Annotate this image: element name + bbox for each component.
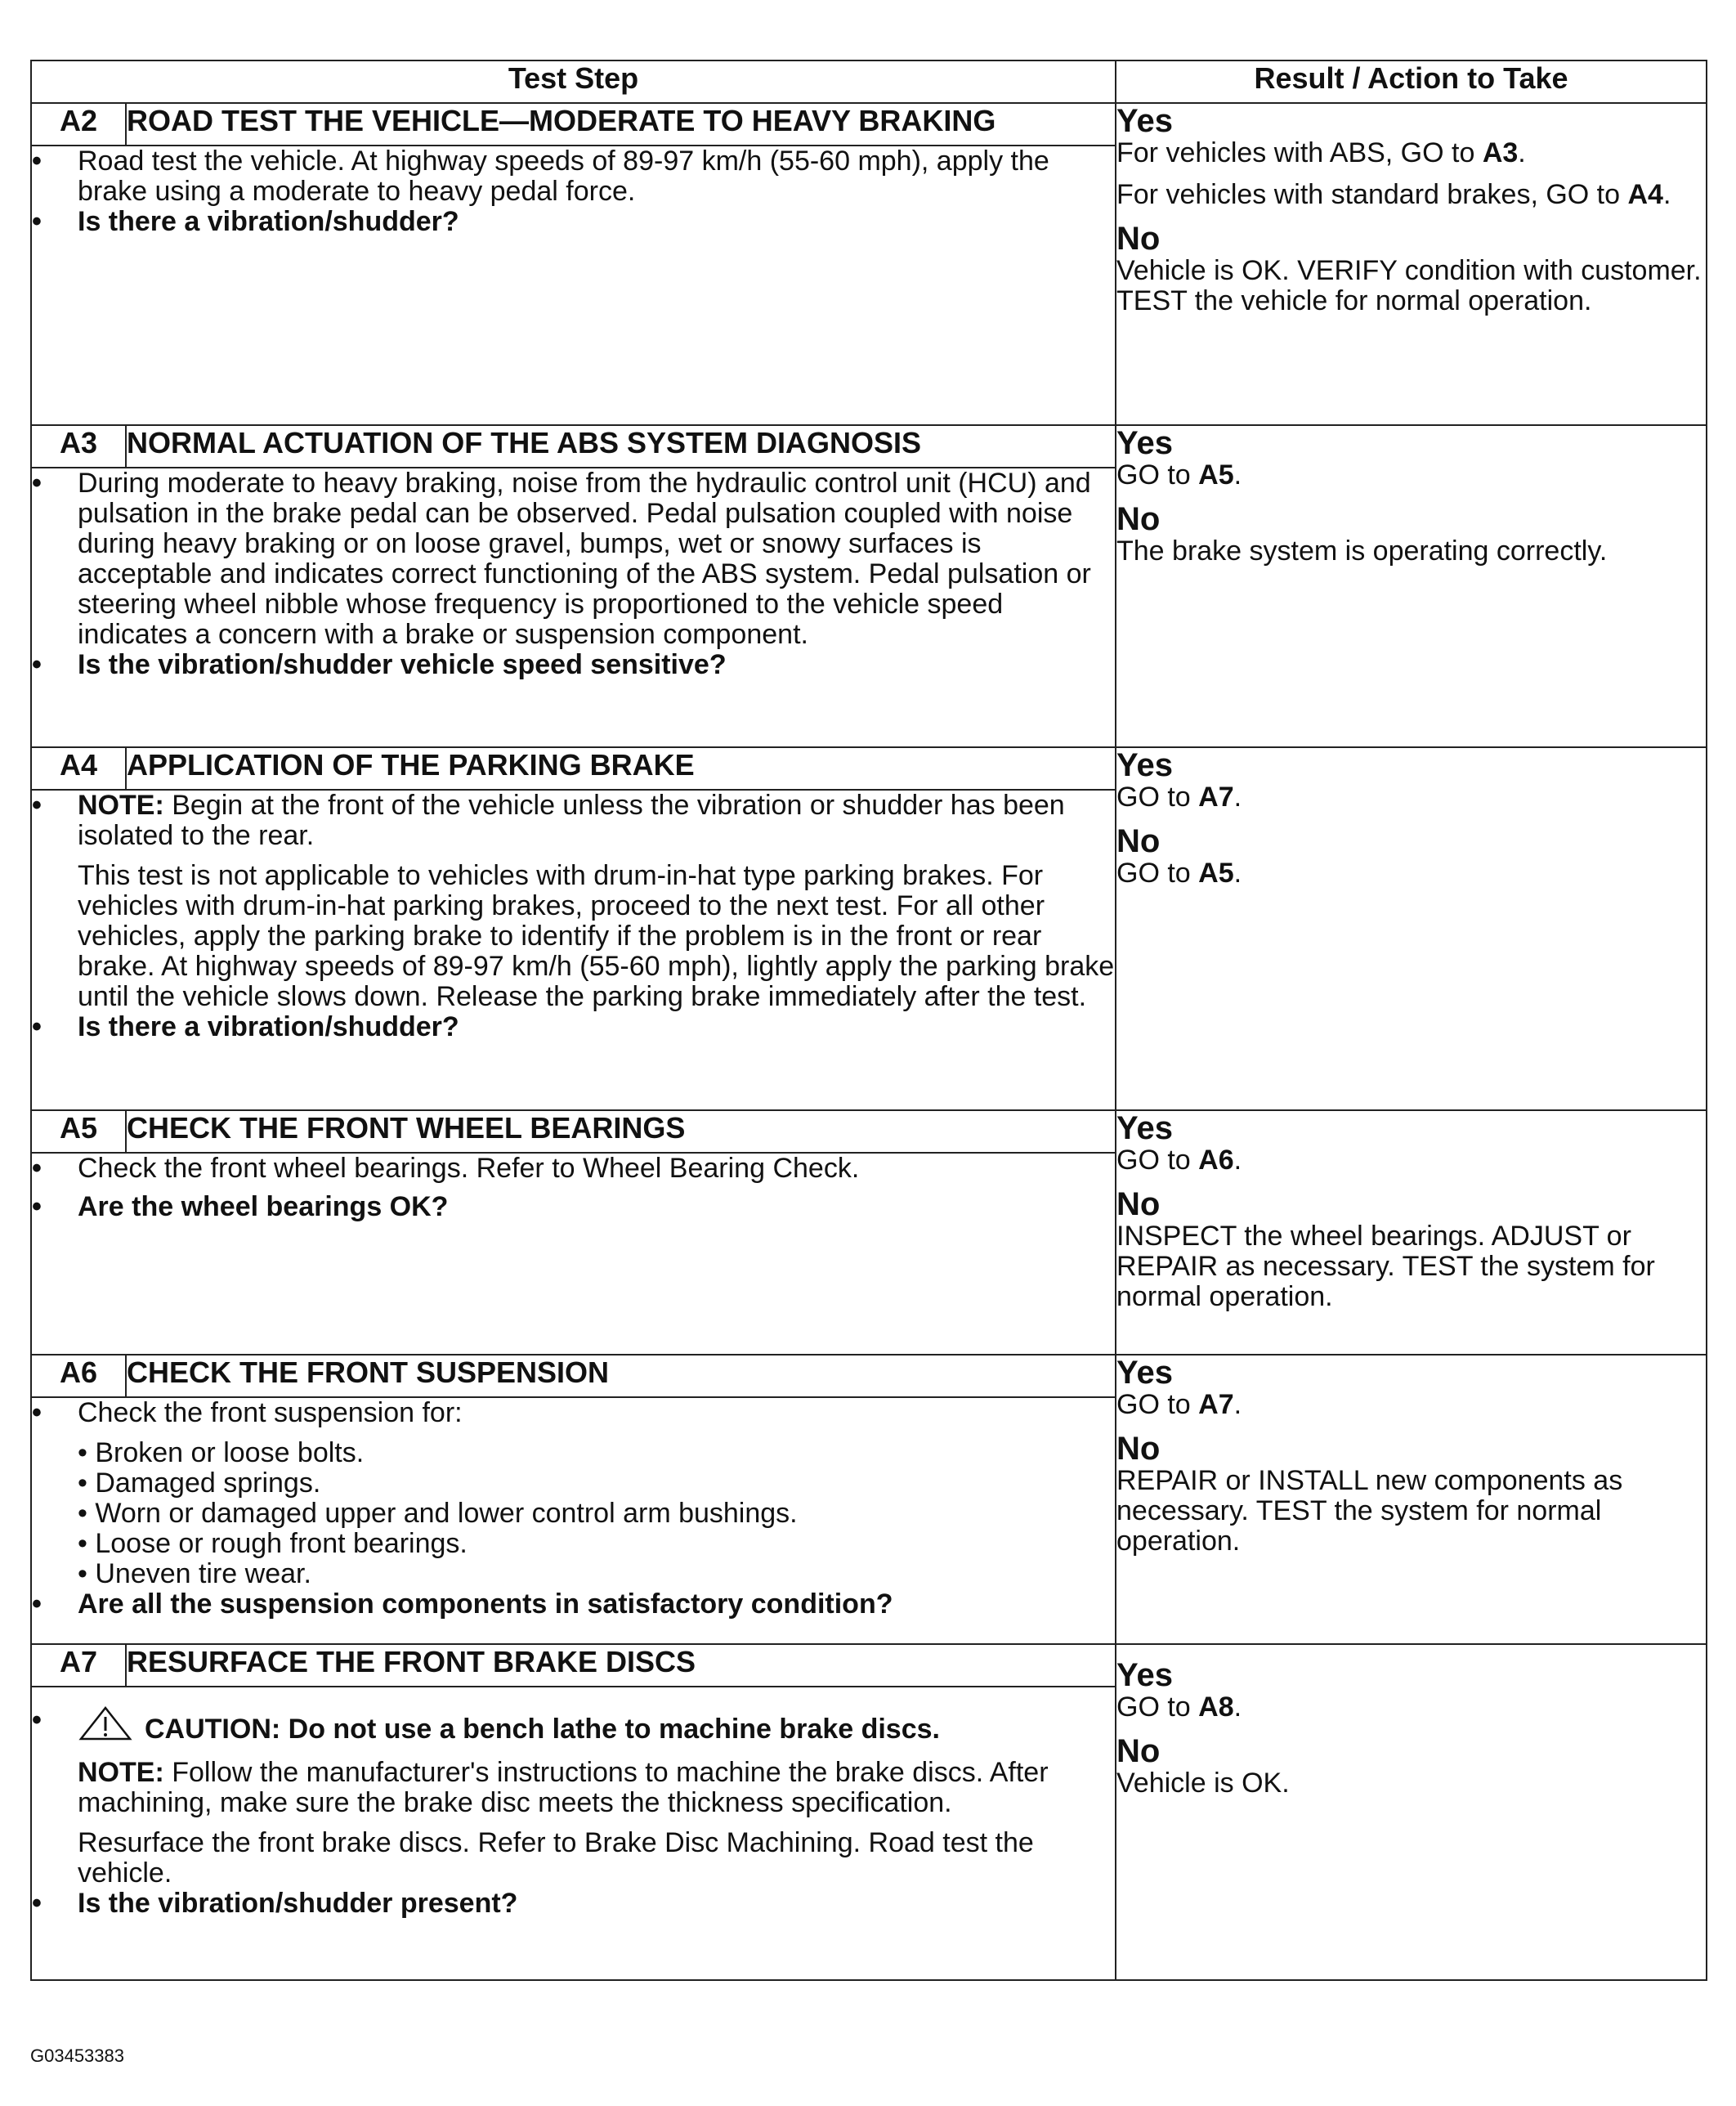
header-test-step: Test Step (31, 60, 1116, 103)
step-id: A2 (31, 103, 126, 146)
step-a7-body (31, 1687, 1116, 1980)
no-label: No (1116, 501, 1161, 537)
step-reference: A8 (1198, 1692, 1234, 1723)
step-title: RESURFACE THE FRONT BRAKE DISCS (126, 1644, 1116, 1687)
header-result-action: Result / Action to Take (1116, 60, 1707, 103)
figure-id: G03453383 (30, 2046, 124, 2066)
sub-list-item: • Loose or rough front bearings. (78, 1528, 468, 1559)
step-a6-body (31, 1397, 1116, 1644)
caution-item: • CAUTION: Do not use a bench lathe to machine brake discs. (32, 1705, 1115, 1748)
paragraph: Resurface the front brake discs. Refer to Brake Disc Machining. Road test the vehicle. (78, 1827, 1034, 1889)
sub-list (32, 1438, 1115, 1589)
caution-text: CAUTION: Do not use a bench lathe to machine brake discs. (145, 1714, 940, 1745)
yes-action: GO to A5. (1116, 459, 1242, 491)
step-a7-title-row (31, 1644, 1707, 1687)
yes-label: Yes (1116, 103, 1173, 139)
question-item: • Are all the suspension components in satisfactory condition? (32, 1588, 893, 1620)
bullet-item: • Check the front suspension for: (32, 1397, 463, 1428)
note-label: NOTE: (78, 1757, 164, 1788)
step-id: A7 (31, 1644, 126, 1687)
no-label: No (1116, 823, 1161, 859)
step-title: CHECK THE FRONT WHEEL BEARINGS (126, 1110, 1116, 1153)
yes-action: GO to A8. (1116, 1692, 1242, 1723)
step-a3-result (1116, 425, 1707, 747)
step-a2-title-row (31, 103, 1707, 146)
bullet-item: • Check the front wheel bearings. Refer to Wheel Bearing Check. (32, 1153, 860, 1184)
no-action: REPAIR or INSTALL new components as necessary. TEST the system for normal operation. (1116, 1465, 1623, 1557)
question-item: • Are the wheel bearings OK? (32, 1191, 449, 1222)
no-label: No (1116, 1431, 1161, 1467)
step-id: A4 (31, 747, 126, 790)
bullet-item: • During moderate to heavy braking, noise from the hydraulic control unit (HCU) and pulsation in the brake pedal can be observed. Pedal pulsation coupled with noise during heavy braking or on loose gravel, bumps, wet or snowy surfaces is acceptable and indicates correct functioning of the ABS system. Pedal pulsation or steering wheel nibble whose frequency is proportioned to the vehicle speed indicates a concern with a brake or suspension component. (32, 468, 1091, 650)
no-label: No (1116, 1733, 1161, 1769)
yes-action: GO to A7. (1116, 782, 1242, 813)
yes-action: For vehicles with ABS, GO to A3. (1116, 137, 1526, 168)
step-a2-result (1116, 103, 1707, 425)
step-reference: A3 (1482, 137, 1519, 168)
no-action: INSPECT the wheel bearings. ADJUST or REPAIR as necessary. TEST the system for normal operation. (1116, 1221, 1655, 1312)
question-item: • Is there a vibration/shudder? (32, 206, 459, 237)
no-action: Vehicle is OK. VERIFY condition with customer. TEST the vehicle for normal operation. (1116, 255, 1702, 316)
step-a7-result (1116, 1644, 1707, 1980)
step-reference: A5 (1198, 858, 1234, 889)
step-reference: A5 (1198, 459, 1234, 491)
no-label: No (1116, 221, 1161, 257)
yes-label: Yes (1116, 1657, 1173, 1693)
step-a4-body (31, 790, 1116, 1110)
step-a4-title-row (31, 747, 1707, 790)
step-a5-body (31, 1153, 1116, 1355)
step-a5-result (1116, 1110, 1707, 1355)
note-item: • NOTE: Begin at the front of the vehicle unless the vibration or shudder has been isolated to the rear. (32, 790, 1065, 851)
question-item: • Is the vibration/shudder present? (32, 1888, 518, 1919)
step-a6-result (1116, 1355, 1707, 1644)
note-label: NOTE: (78, 790, 164, 821)
step-title: CHECK THE FRONT SUSPENSION (126, 1355, 1116, 1397)
sub-list-item: • Uneven tire wear. (78, 1558, 311, 1589)
caution-triangle-icon (78, 1705, 133, 1748)
sub-list-item: • Broken or loose bolts. (78, 1437, 365, 1468)
step-a3-title-row (31, 425, 1707, 468)
yes-action: GO to A6. (1116, 1145, 1242, 1176)
question-item: • Is the vibration/shudder vehicle speed sensitive? (32, 649, 727, 680)
step-reference: A6 (1198, 1145, 1234, 1176)
step-title: APPLICATION OF THE PARKING BRAKE (126, 747, 1116, 790)
no-label: No (1116, 1186, 1161, 1222)
paragraph: This test is not applicable to vehicles with drum-in-hat type parking brakes. For vehicles with drum-in-hat parking brakes, proceed to the next test. For all other vehicles, apply the parking brake to identify if the problem is in the front or rear brake. At highway speeds of 89-97 km/h (55-60 mph), lightly apply the parking brake until the vehicle slows down. Release the parking brake immediately after the test. (78, 860, 1115, 1012)
step-id: A3 (31, 425, 126, 468)
no-action: Vehicle is OK. (1116, 1768, 1290, 1799)
step-reference: A4 (1627, 179, 1663, 210)
bullet-item: • Road test the vehicle. At highway speeds of 89-97 km/h (55-60 mph), apply the brake using a moderate to heavy pedal force. (32, 146, 1049, 207)
step-reference: A7 (1198, 1389, 1234, 1420)
step-id: A5 (31, 1110, 126, 1153)
yes-label: Yes (1116, 747, 1173, 783)
step-a5-title-row (31, 1110, 1707, 1153)
step-a3-body (31, 468, 1116, 747)
sub-list-item: • Damaged springs. (78, 1467, 321, 1499)
yes-label: Yes (1116, 425, 1173, 461)
yes-label: Yes (1116, 1110, 1173, 1146)
step-a6-title-row (31, 1355, 1707, 1397)
step-id: A6 (31, 1355, 126, 1397)
step-title: ROAD TEST THE VEHICLE—MODERATE TO HEAVY BRAKING (126, 103, 1116, 146)
table-header-row (31, 60, 1707, 103)
yes-action: GO to A7. (1116, 1389, 1242, 1420)
step-title: NORMAL ACTUATION OF THE ABS SYSTEM DIAGNOSIS (126, 425, 1116, 468)
yes-action: For vehicles with standard brakes, GO to A4. (1116, 179, 1671, 210)
note-paragraph: NOTE: Follow the manufacturer's instructions to machine the brake discs. After machining, make sure the brake disc meets the thickness specification. (78, 1757, 1049, 1818)
step-a4-result (1116, 747, 1707, 1110)
sub-list-item: • Worn or damaged upper and lower control arm bushings. (78, 1498, 798, 1529)
yes-label: Yes (1116, 1355, 1173, 1391)
step-a2-body (31, 146, 1116, 425)
no-action: The brake system is operating correctly. (1116, 535, 1608, 567)
no-action: GO to A5. (1116, 858, 1242, 889)
question-item: • Is there a vibration/shudder? (32, 1011, 459, 1042)
diagnostic-table (30, 60, 1707, 1981)
step-reference: A7 (1198, 782, 1234, 813)
